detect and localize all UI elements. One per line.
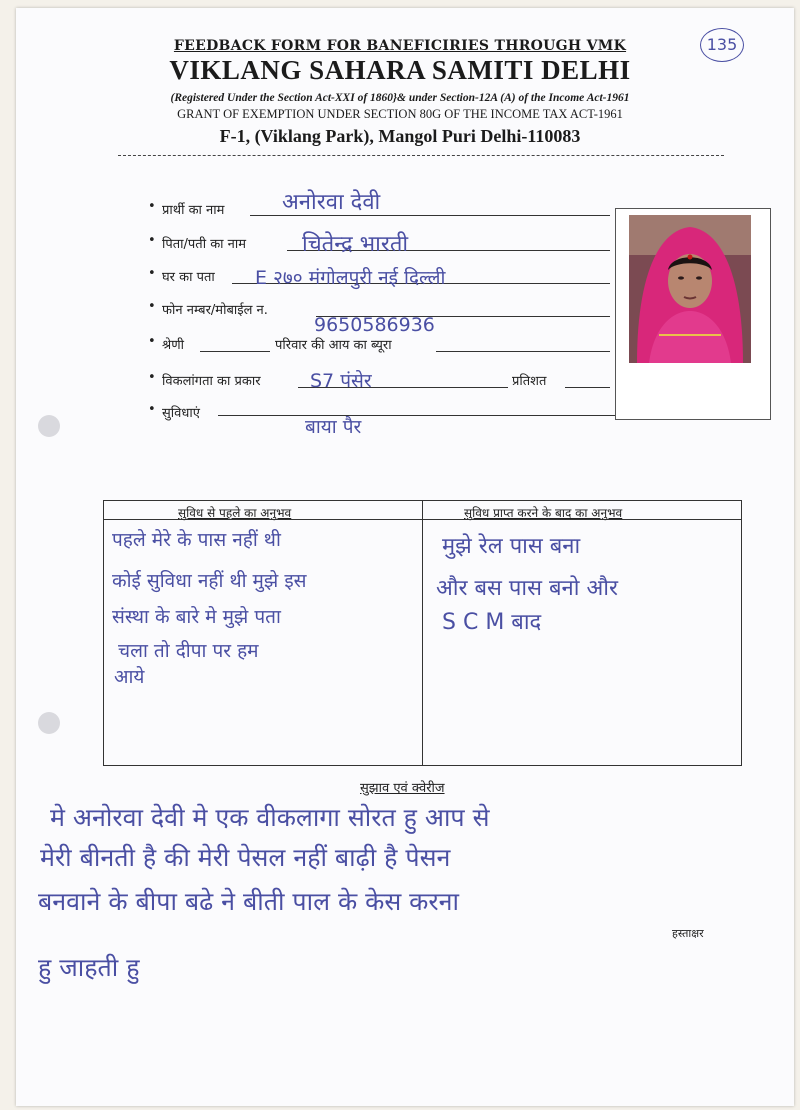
- punch-hole: [38, 415, 60, 437]
- suggestions-heading: सुझाव एवं क्वेरीज: [360, 781, 445, 796]
- before-experience-line: संस्था के बारे मे मुझे पता: [112, 606, 281, 628]
- bullet: •: [148, 199, 156, 214]
- phone-label: फोन नम्बर/मोबाईल न.: [162, 303, 268, 318]
- bullet: •: [148, 299, 156, 314]
- suggestion-line: हु जाहती हु: [38, 953, 140, 982]
- applicant-photo: [629, 215, 751, 363]
- organization-name: VIKLANG SAHARA SAMITI DELHI: [169, 55, 631, 85]
- organization-address: F-1, (Viklang Park), Mangol Puri Delhi-110083: [219, 126, 581, 146]
- exemption-note: GRANT OF EXEMPTION UNDER SECTION 80G OF THE INCOME TAX ACT-1961: [177, 107, 623, 121]
- bullet: •: [148, 370, 156, 385]
- applicant-name-label: प्रार्थी का नाम: [162, 203, 225, 218]
- bullet: •: [148, 266, 156, 281]
- before-experience-line: आये: [114, 666, 145, 688]
- father-name-value: चितेन्द्र भारती: [302, 232, 409, 257]
- page-number-badge: 135: [700, 28, 744, 62]
- bullet: •: [148, 334, 156, 349]
- suggestion-line: मेरी बीनती है की मेरी पेसल नहीं बाढ़ी है पेसन: [40, 843, 451, 872]
- phone-value: 9650586936: [314, 314, 435, 336]
- percentage-label: प्रतिशत: [512, 374, 547, 389]
- category-field[interactable]: [200, 351, 270, 352]
- applicant-photo-frame: [615, 208, 771, 420]
- address-label: घर का पता: [162, 270, 215, 285]
- bullet: •: [148, 402, 156, 417]
- table-column-divider: [422, 501, 423, 765]
- percentage-field[interactable]: [565, 387, 610, 388]
- after-experience-line: और बस पास बनो और: [436, 576, 618, 601]
- disability-type-value: S7 पंसेर: [310, 370, 372, 392]
- registration-note: (Registered Under the Section Act-XXI of 1860}& under Section-12A (A) of the Income Act-1961: [170, 92, 630, 104]
- address-value: E २७० मंगोलपुरी नई दिल्ली: [255, 267, 446, 289]
- after-experience-header: सुविध प्राप्त करने के बाद का अनुभव: [464, 506, 623, 520]
- before-experience-line: पहले मेरे के पास नहीं थी: [112, 529, 281, 551]
- before-experience-line: चला तो दीपा पर हम: [118, 640, 259, 662]
- family-income-field[interactable]: [436, 351, 610, 352]
- before-experience-line: कोई सुविधा नहीं थी मुझे इस: [112, 570, 307, 592]
- suggestion-line: मे अनोरवा देवी मे एक वीकलागा सोरत हु आप से: [50, 803, 490, 832]
- applicant-name-value: अनोरवा देवी: [282, 190, 381, 215]
- header-divider: [118, 155, 724, 156]
- punch-hole: [38, 712, 60, 734]
- category-label: श्रेणी: [162, 338, 184, 353]
- after-experience-line: मुझे रेल पास बना: [442, 534, 581, 559]
- before-experience-header: सुविध से पहले का अनुभव: [178, 506, 292, 520]
- facilities-label: सुविधाएं: [162, 406, 200, 421]
- disability-type-label: विकलांगता का प्रकार: [162, 374, 261, 389]
- form-title: FEEDBACK FORM FOR BANEFICIRIES THROUGH VMK: [173, 38, 627, 54]
- signature-label: हस्ताक्षर: [672, 927, 704, 940]
- family-income-label: परिवार की आय का ब्यूरा: [275, 338, 392, 353]
- bullet: •: [148, 233, 156, 248]
- suggestion-line: बनवाने के बीपा बढे ने बीती पाल के केस करना: [38, 887, 459, 916]
- after-experience-line: S C M बाद: [442, 610, 542, 635]
- facilities-value: बाया पैर: [305, 416, 362, 438]
- father-name-label: पिता/पती का नाम: [162, 237, 247, 252]
- facilities-field[interactable]: [218, 415, 618, 416]
